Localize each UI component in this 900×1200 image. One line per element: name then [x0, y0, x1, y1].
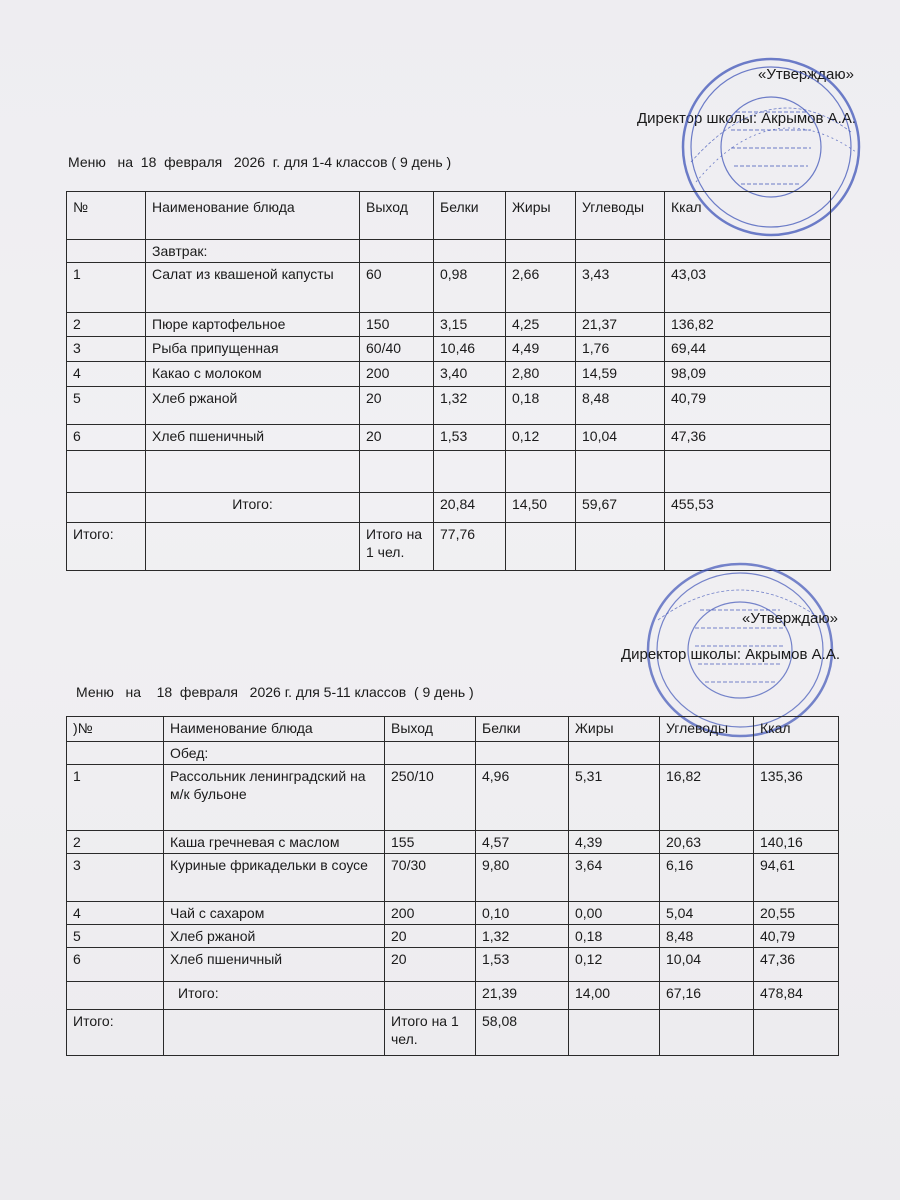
cell-carbs: 1,76	[576, 337, 665, 362]
cell-dish-name: Рассольник ленинградский на м/к бульоне	[164, 765, 385, 831]
meal-label: Завтрак:	[146, 240, 360, 263]
table-row	[67, 263, 831, 313]
cell-fats: 5,31	[569, 765, 660, 831]
cell-proteins: 9,80	[476, 854, 569, 902]
cell-proteins: 1,53	[476, 948, 569, 982]
cell-fats: 2,80	[506, 362, 576, 387]
table-row	[67, 313, 831, 337]
header-fats: Жиры	[569, 717, 660, 742]
table-header-row	[67, 717, 839, 742]
cell-kcal: 136,82	[665, 313, 831, 337]
cell-kcal: 47,36	[754, 948, 839, 982]
total-label: Итого:	[146, 493, 360, 523]
cell-portion: 20	[360, 425, 434, 451]
cell-carbs: 8,48	[576, 387, 665, 425]
per-person-value: 58,08	[476, 1010, 569, 1056]
per-person-row	[67, 523, 831, 571]
total-carbs: 59,67	[576, 493, 665, 523]
menu-title-2: Меню на 18 февраля 2026 г. для 5-11 классов ( 9 день )	[76, 684, 474, 700]
menu-table-2	[66, 716, 839, 1056]
header-kcal: Ккал	[754, 717, 839, 742]
cell-portion: 250/10	[385, 765, 476, 831]
cell-carbs: 3,43	[576, 263, 665, 313]
cell-dish-name: Салат из квашеной капусты	[146, 263, 360, 313]
cell-dish-name: Хлеб пшеничный	[164, 948, 385, 982]
cell-number: 2	[67, 831, 164, 854]
cell-proteins: 3,40	[434, 362, 506, 387]
cell-number: 4	[67, 362, 146, 387]
table-header-row	[67, 192, 831, 240]
header-carbs: Углеводы	[660, 717, 754, 742]
cell-number: 6	[67, 425, 146, 451]
cell-dish-name: Пюре картофельное	[146, 313, 360, 337]
cell-kcal: 94,61	[754, 854, 839, 902]
cell-carbs: 8,48	[660, 925, 754, 948]
cell-carbs: 10,04	[660, 948, 754, 982]
table-row	[67, 925, 839, 948]
cell-kcal: 40,79	[665, 387, 831, 425]
cell-proteins: 0,10	[476, 902, 569, 925]
cell-proteins: 0,98	[434, 263, 506, 313]
cell-kcal: 69,44	[665, 337, 831, 362]
cell-dish-name: Рыба припущенная	[146, 337, 360, 362]
cell-fats: 0,00	[569, 902, 660, 925]
meal-label: Обед:	[164, 742, 385, 765]
cell-carbs: 14,59	[576, 362, 665, 387]
cell-fats: 3,64	[569, 854, 660, 902]
cell-kcal: 98,09	[665, 362, 831, 387]
cell-dish-name: Каша гречневая с маслом	[164, 831, 385, 854]
total-fats: 14,50	[506, 493, 576, 523]
total-kcal: 455,53	[665, 493, 831, 523]
cell-portion: 20	[360, 387, 434, 425]
director-line-2: Директор школы: Акрымов А.А.	[621, 646, 840, 663]
menu-title-1: Меню на 18 февраля 2026 г. для 1-4 классов ( 9 день )	[68, 154, 452, 170]
total-proteins: 21,39	[476, 982, 569, 1010]
cell-portion: 200	[360, 362, 434, 387]
cell-proteins: 10,46	[434, 337, 506, 362]
cell-kcal: 20,55	[754, 902, 839, 925]
total-fats: 14,00	[569, 982, 660, 1010]
cell-number: 3	[67, 337, 146, 362]
header-fats: Жиры	[506, 192, 576, 240]
cell-dish-name: Хлеб ржаной	[146, 387, 360, 425]
cell-kcal: 43,03	[665, 263, 831, 313]
table-row	[67, 337, 831, 362]
cell-carbs: 21,37	[576, 313, 665, 337]
per-person-value: 77,76	[434, 523, 506, 571]
cell-number: 5	[67, 925, 164, 948]
cell-dish-name: Какао с молоком	[146, 362, 360, 387]
per-person-row	[67, 1010, 839, 1056]
header-proteins: Белки	[476, 717, 569, 742]
per-person-label: Итого на 1 чел.	[360, 523, 434, 571]
cell-proteins: 3,15	[434, 313, 506, 337]
cell-carbs: 16,82	[660, 765, 754, 831]
cell-portion: 60	[360, 263, 434, 313]
cell-fats: 0,18	[569, 925, 660, 948]
header-number: №	[67, 192, 146, 240]
cell-proteins: 1,53	[434, 425, 506, 451]
cell-carbs: 6,16	[660, 854, 754, 902]
cell-portion: 20	[385, 925, 476, 948]
cell-carbs: 5,04	[660, 902, 754, 925]
menu-table-1	[66, 191, 831, 571]
header-dish-name: Наименование блюда	[146, 192, 360, 240]
meal-label-row	[67, 742, 839, 765]
cell-fats: 4,39	[569, 831, 660, 854]
total-label: Итого:	[164, 982, 385, 1010]
per-person-label: Итого на 1 чел.	[385, 1010, 476, 1056]
cell-fats: 4,49	[506, 337, 576, 362]
cell-proteins: 1,32	[476, 925, 569, 948]
cell-dish-name: Чай с сахаром	[164, 902, 385, 925]
cell-fats: 2,66	[506, 263, 576, 313]
header-proteins: Белки	[434, 192, 506, 240]
cell-proteins: 4,57	[476, 831, 569, 854]
total-kcal: 478,84	[754, 982, 839, 1010]
final-total-label: Итого:	[67, 1010, 164, 1056]
director-line-1: Директор школы: Акрымов А.А.	[637, 110, 856, 127]
cell-number: 4	[67, 902, 164, 925]
cell-number: 1	[67, 765, 164, 831]
cell-kcal: 135,36	[754, 765, 839, 831]
cell-kcal: 47,36	[665, 425, 831, 451]
cell-carbs: 20,63	[660, 831, 754, 854]
header-number: )№	[67, 717, 164, 742]
cell-fats: 4,25	[506, 313, 576, 337]
cell-portion: 200	[385, 902, 476, 925]
header-carbs: Углеводы	[576, 192, 665, 240]
cell-dish-name: Куриные фрикадельки в соусе	[164, 854, 385, 902]
cell-number: 3	[67, 854, 164, 902]
final-total-label: Итого:	[67, 523, 146, 571]
table-row	[67, 387, 831, 425]
cell-portion: 155	[385, 831, 476, 854]
approve-heading-2: «Утверждаю»	[742, 610, 838, 627]
header-dish-name: Наименование блюда	[164, 717, 385, 742]
table-row	[67, 854, 839, 902]
cell-number: 5	[67, 387, 146, 425]
totals-row	[67, 982, 839, 1010]
cell-number: 1	[67, 263, 146, 313]
meal-label-row	[67, 240, 831, 263]
total-proteins: 20,84	[434, 493, 506, 523]
cell-portion: 60/40	[360, 337, 434, 362]
cell-kcal: 40,79	[754, 925, 839, 948]
cell-dish-name: Хлеб пшеничный	[146, 425, 360, 451]
cell-number: 6	[67, 948, 164, 982]
cell-fats: 0,12	[506, 425, 576, 451]
cell-portion: 70/30	[385, 854, 476, 902]
header-portion: Выход	[360, 192, 434, 240]
cell-portion: 20	[385, 948, 476, 982]
approve-heading-1: «Утверждаю»	[758, 66, 854, 83]
table-row	[67, 362, 831, 387]
cell-dish-name: Хлеб ржаной	[164, 925, 385, 948]
cell-fats: 0,12	[569, 948, 660, 982]
cell-number: 2	[67, 313, 146, 337]
cell-kcal: 140,16	[754, 831, 839, 854]
totals-row	[67, 493, 831, 523]
cell-portion: 150	[360, 313, 434, 337]
table-row	[67, 902, 839, 925]
table-row	[67, 425, 831, 451]
cell-carbs: 10,04	[576, 425, 665, 451]
header-kcal: Ккал	[665, 192, 831, 240]
table-row	[67, 831, 839, 854]
header-portion: Выход	[385, 717, 476, 742]
cell-proteins: 4,96	[476, 765, 569, 831]
cell-fats: 0,18	[506, 387, 576, 425]
cell-proteins: 1,32	[434, 387, 506, 425]
table-row	[67, 765, 839, 831]
empty-row	[67, 451, 831, 493]
table-row	[67, 948, 839, 982]
total-carbs: 67,16	[660, 982, 754, 1010]
